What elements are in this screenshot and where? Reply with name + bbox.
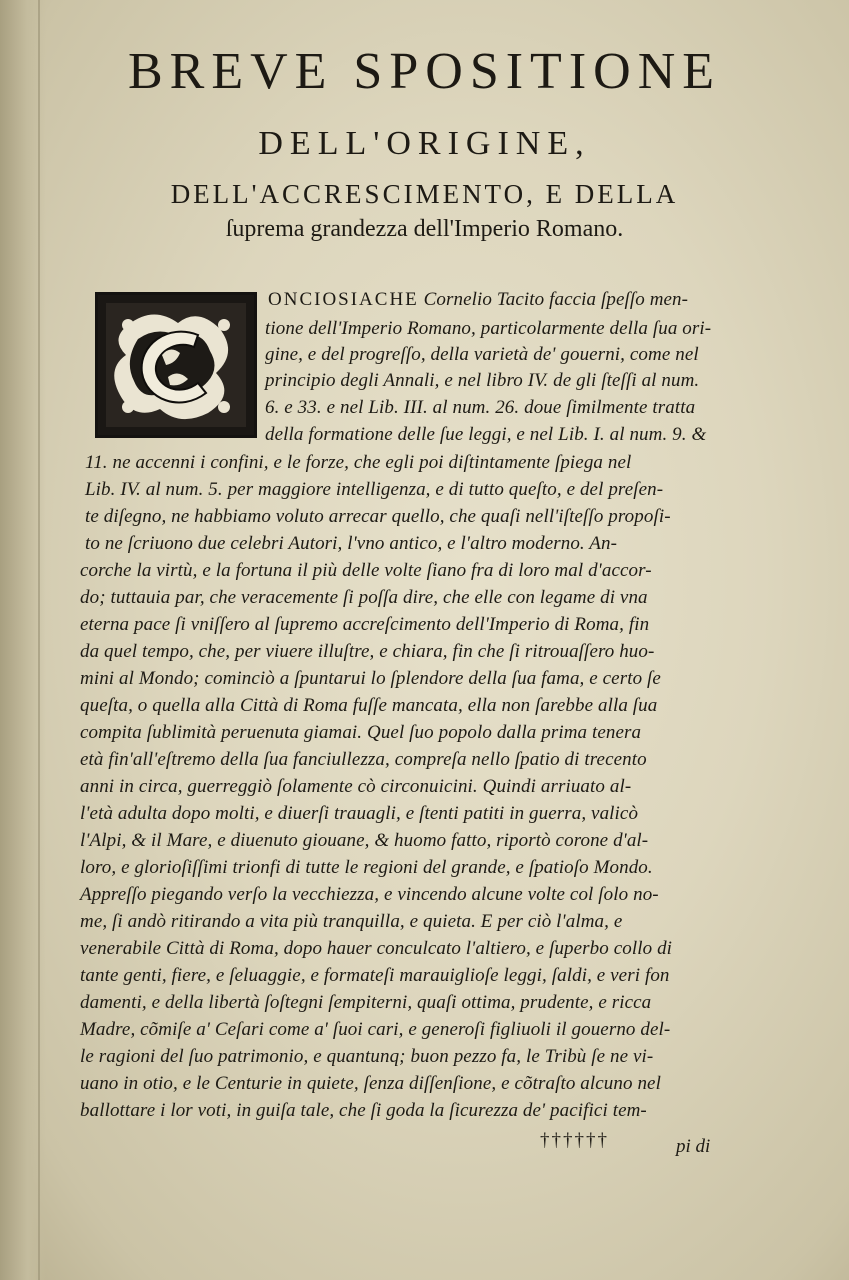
text-line: età fin'all'eſtremo della ſua fanciullezza, compreſa nello ſpatio di trecento [80,749,647,770]
text-line: tante genti, fiere, e ſeluaggie, e formateſi marauiglioſe leggi, ſaldi, e veri fon [80,965,670,986]
title-line-3: DELL'ACCRESCIMENTO, E DELLA [170,179,679,209]
text-line: uano in otio, e le Centurie in quiete, ſenza diſſenſione, e cõtraſto alcuno nel [80,1073,661,1094]
text-line: venerabile Città di Roma, dopo hauer conculcato l'altiero, e ſuperbo collo di [80,938,673,959]
text-line: anni in circa, guerreggiò ſolamente cò circonuicini. Quindi arriuato al- [80,776,632,797]
text-line: l'Alpi, & il Mare, e diuenuto giouane, & huomo fatto, riportò corone d'al- [80,830,649,851]
text-line: corche la virtù, e la fortuna il più delle volte ſiano fra di loro mal d'accor- [80,560,652,581]
title-line-1: BREVE SPOSITIONE [127,43,722,100]
text-line: della formatione delle ſue leggi, e nel Lib. I. al num. 9. & [265,424,707,445]
text-line: 11. ne accenni i confini, e le forze, che egli poi diſtintamente ſpiega nel [85,452,632,473]
text-line: mini al Mondo; cominciò a ſpuntarui lo ſplendore della ſua fama, e certo ſe [80,668,661,689]
text-line: eterna pace ſi vniſſero al ſupremo accreſcimento dell'Imperio di Roma, fin [80,614,650,635]
text-line: principio degli Annali, e nel libro IV. de gli ſteſſi al num. [265,370,700,391]
text-line: le ragioni del ſuo patrimonio, e quantunq; buon pezzo fa, le Tribù ſe ne vi- [80,1046,654,1067]
text-line: da quel tempo, che, per viuere illuſtre, e chiara, fin che ſi ritrouaſſero huo- [80,641,655,662]
text-line: me, ſi andò ritirando a vita più tranquilla, e quieta. E per ciò l'alma, e [80,911,623,932]
text-line: 6. e 33. e nel Lib. III. al num. 26. doue ſimilmente tratta [265,397,696,418]
text-line: do; tuttauia par, che veracemente ſi poſſa dire, che elle con legame di vna [80,587,648,608]
title-line-4: ſuprema grandezza dell'Imperio Romano. [225,216,624,242]
text-line: l'età adulta dopo molti, e diuerſi trauagli, e ſtenti patiti in guerra, valicò [80,803,639,824]
text-line: ONCIOSIACHE Cornelio Tacito faccia ſpeſſo men- [268,289,689,310]
text-line: Lib. IV. al num. 5. per maggiore intelligenza, e di tutto queſto, e del preſen- [85,479,664,500]
text-line: ballottare i lor voti, in guiſa tale, che ſi goda la ſicurezza de' pacifici tem- [80,1100,647,1121]
title-line-2: DELL'ORIGINE, [258,125,591,162]
catchword: pi di [676,1136,711,1157]
text-line: te diſegno, ne habbiamo voluto arrecar quello, che quaſi nell'iſteſſo propoſi- [85,506,671,527]
text-line: tione dell'Imperio Romano, particolarmente della ſua ori- [265,318,712,339]
text-line: Madre, cõmiſe a' Ceſari come a' ſuoi cari, e generoſi figliuoli il gouerno del- [80,1019,671,1040]
text-line: to ne ſcriuono due celebri Autori, l'vno antico, e l'altro moderno. An- [85,533,618,554]
text-line: loro, e glorioſiſſimi trionfi di tutte le regioni del grande, e ſpatioſo Mondo. [80,857,653,878]
text-line: queſta, o quella alla Città di Roma fuſſe mancata, ella non ſarebbe alla ſua [80,695,658,716]
text-line: damenti, e della libertà ſoſtegni ſempiterni, quaſi ottima, prudente, e ricca [80,992,652,1013]
text-line: gine, e del progreſſo, della varietà de' gouerni, come nel [265,344,699,365]
opening-word: ONCIOSIACHE [268,289,419,310]
text-line: Appreſſo piegando verſo la vecchiezza, e vincendo alcune volte col ſolo no- [80,884,659,905]
signature-mark: †††††† [540,1130,609,1151]
text-line: compita ſublimità peruenuta giamai. Quel ſuo popolo dalla prima tenera [80,722,642,743]
